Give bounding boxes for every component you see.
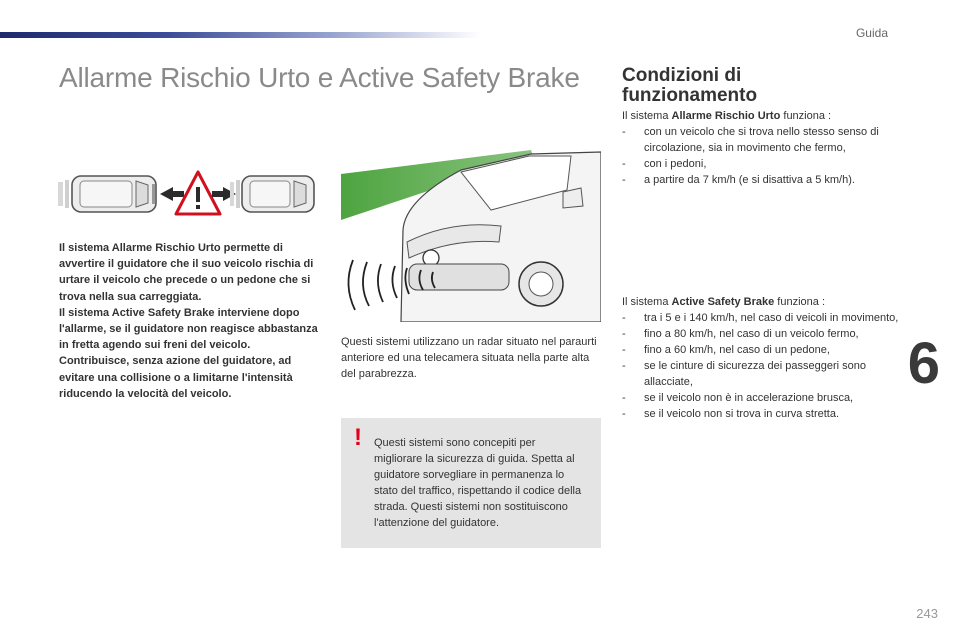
asb-conditions-heading: Il sistema Active Safety Brake funziona :: [622, 296, 826, 308]
page-number: 243: [916, 606, 938, 621]
intro-paragraph-1: Il sistema Allarme Rischio Urto permette di avvertire il guidatore che il suo veicolo rischia di urtare il veicolo che precede o un pedone che si trova nella sua carreggiata.: [59, 242, 314, 303]
exclamation-icon: !: [354, 424, 362, 451]
collision-warning-illustration: [56, 170, 320, 218]
page-title: Allarme Rischio Urto e Active Safety Brake: [59, 62, 580, 93]
intro-paragraph-2: Il sistema Active Safety Brake interviene dopo l'allarme, se il guidatore non reagisce abbastanza in fretta agendo sui freni del veicolo.: [59, 306, 318, 352]
list-item: - a partire da 7 km/h (e si disattiva a 5 km/h).: [622, 172, 912, 188]
warning-box: [341, 418, 601, 548]
list-item: - se le cinture di sicurezza dei passeggeri sono allacciate,: [622, 358, 912, 390]
rear-van-icon: [58, 176, 156, 212]
list-item: - fino a 80 km/h, nel caso di un veicolo fermo,: [622, 326, 912, 342]
front-grille: [409, 264, 509, 290]
ars-conditions-list: [622, 124, 912, 188]
list-item: - se il veicolo non è in accelerazione brusca,: [622, 390, 912, 406]
asb-conditions: [622, 294, 912, 422]
list-item: - con un veicolo che si trova nello stesso senso di circolazione, sia in movimento che fermo,: [622, 124, 912, 156]
header-gradient-bar: [0, 32, 480, 38]
ars-conditions: [622, 108, 912, 188]
chapter-number: 6: [907, 331, 940, 396]
conditions-title: Condizioni di funzionamento: [622, 65, 758, 106]
intro-paragraph-3: Contribuisce, senza azione del guidatore, ad evitare una collisione o a limitarne l'intensità riducendo la velocità del veicolo.: [59, 355, 293, 400]
warning-text: Questi sistemi sono concepiti per migliorare la sicurezza di guida. Spetta al guidatore sorvegliare in permanenza lo stato del traffico, rispettando il codice della strada. Questi sistemi non sostituiscono l'attenzione del guidatore.: [374, 437, 582, 529]
list-item: - con i pedoni,: [622, 156, 912, 172]
left-arrow-icon: [160, 187, 184, 201]
asb-conditions-list: [622, 310, 912, 422]
list-item: - tra i 5 e i 140 km/h, nel caso di veicoli in movimento,: [622, 310, 912, 326]
list-item: - fino a 60 km/h, nel caso di un pedone,: [622, 342, 912, 358]
radar-camera-illustration: [341, 150, 601, 322]
ars-conditions-heading: Il sistema Allarme Rischio Urto funziona :: [622, 110, 832, 122]
intro-text: [59, 240, 321, 402]
side-mirror: [563, 188, 583, 208]
radar-description: Questi sistemi utilizzano un radar situato nel paraurti anteriore ed una telecamera situata nella parte alta del parabrezza.: [341, 336, 597, 380]
section-name: Guida: [855, 26, 888, 40]
list-item: - se il veicolo non si trova in curva stretta.: [622, 406, 912, 422]
front-van-icon: [230, 176, 314, 212]
